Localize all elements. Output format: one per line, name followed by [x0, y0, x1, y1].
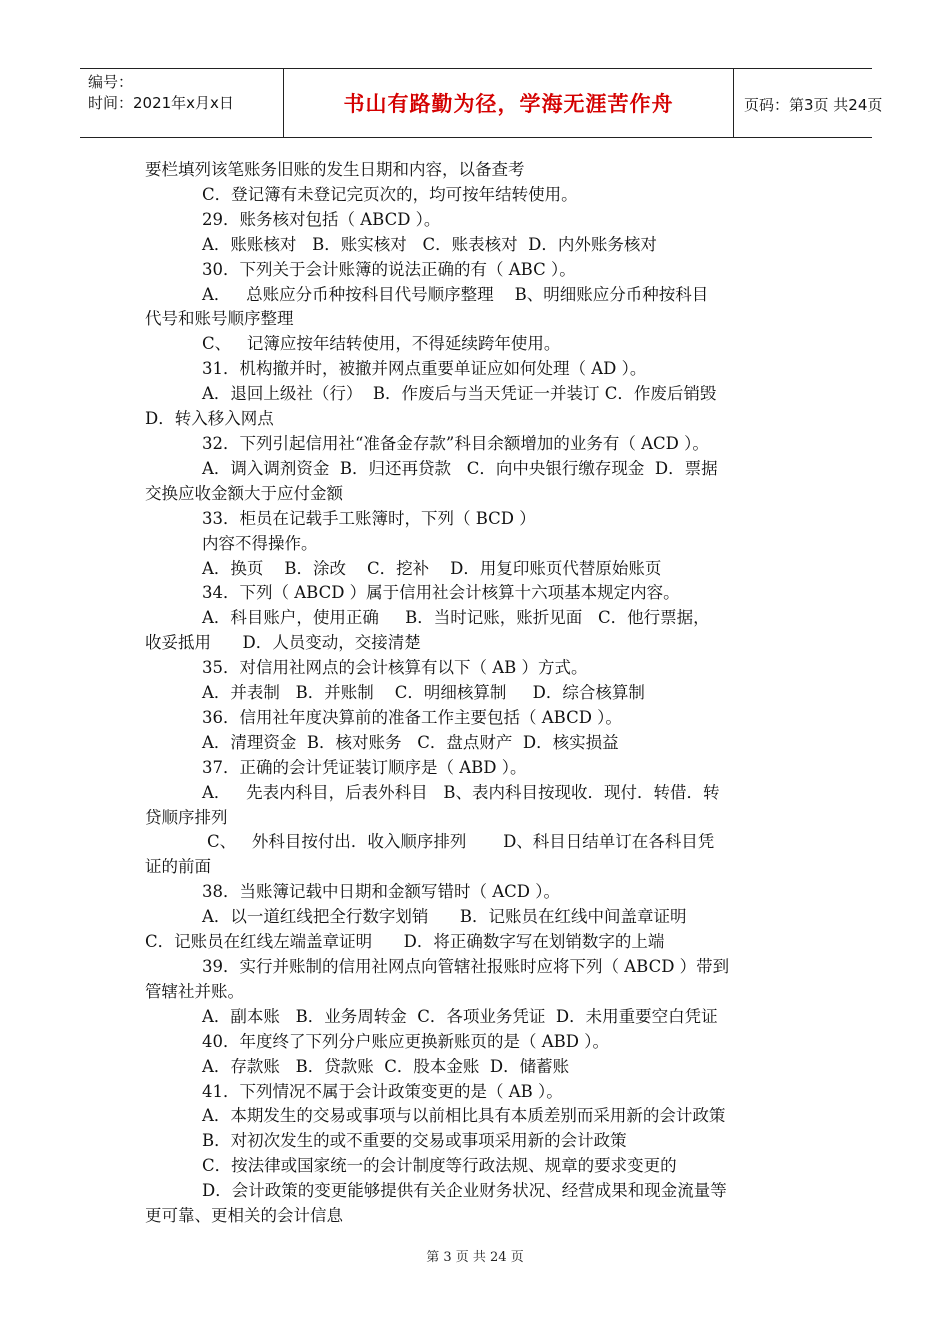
text-line: 38．当账簿记载中日期和金额写错时（ ACD ）。: [202, 882, 561, 902]
text-line: 35．对信用社网点的会计核算有以下（ AB ）方式。: [202, 658, 588, 678]
text-line: 33．柜员在记载手工账簿时，下列（ BCD ）: [202, 508, 536, 528]
document-time-label: 时间：2021年x月x日: [88, 94, 234, 112]
text-line: A．退回上级社（行） B．作废后与当天凭证一并装订 C．作废后销毁: [202, 384, 717, 404]
header-page-info: 页码：第3页 共24页: [744, 96, 883, 114]
text-line: D．会计政策的变更能够提供有关企业财务状况、经营成果和现金流量等: [202, 1181, 727, 1201]
text-line: A．科目账户，使用正确 B．当时记账，账折见面 C．他行票据，: [202, 608, 710, 628]
header-meta: [80, 69, 283, 137]
text-line: 30．下列关于会计账簿的说法正确的有（ ABC ）。: [202, 259, 576, 279]
text-line: 31．机构撤并时，被撤并网点重要单证应如何处理（ AD ）。: [202, 359, 647, 379]
text-line: C、 记簿应按年结转使用，不得延续跨年使用。: [202, 334, 561, 354]
text-line: C、 外科目按付出．收入顺序排列 D、科目日结单订在各科目凭: [207, 832, 715, 852]
text-line: 要栏填列该笔账务旧账的发生日期和内容，以备查考: [145, 160, 525, 179]
header-motto: 书山有路勤为径，学海无涯苦作舟: [343, 92, 674, 116]
text-line: 29．账务核对包括（ ABCD ）。: [202, 209, 441, 229]
text-line: A．本期发生的交易或事项与以前相比具有本质差别而采用新的会计政策: [202, 1106, 726, 1126]
text-line: 贷顺序排列: [145, 807, 228, 827]
text-line: 交换应收金额大于应付金额: [145, 483, 343, 503]
text-line: 内容不得操作。: [202, 533, 318, 553]
text-line: A．以一道红线把全行数字划销 B．记账员在红线中间盖章证明: [202, 907, 687, 927]
text-line: 32．下列引起信用社“准备金存款”科目余额增加的业务有（ ACD ）。: [202, 433, 709, 453]
text-line: 收妥抵用 D．人员变动，交接清楚: [145, 633, 421, 653]
text-line: C．按法律或国家统一的会计制度等行政法规、规章的要求变更的: [202, 1156, 677, 1176]
text-line: A．副本账 B．业务周转金 C．各项业务凭证 D．未用重要空白凭证: [202, 1006, 718, 1026]
text-line: 41．下列情况不属于会计政策变更的是（ AB ）。: [202, 1081, 563, 1101]
header-motto-cell: [283, 69, 734, 137]
document-number-label: 编号：: [88, 73, 134, 91]
text-line: 39．实行并账制的信用社网点向管辖社报账时应将下列（ ABCD ）带到: [202, 957, 730, 976]
text-line: A． 先表内科目，后表外科目 B、表内科目按现收．现付．转借．转: [202, 782, 720, 802]
text-line: 更可靠、更相关的会计信息: [145, 1206, 343, 1226]
text-line: C．登记簿有未登记完页次的，均可按年结转使用。: [202, 184, 578, 204]
text-line: 证的前面: [145, 857, 211, 877]
text-line: B．对初次发生的或不重要的交易或事项采用新的会计政策: [202, 1131, 627, 1151]
text-line: A．存款账 B．贷款账 C．股本金账 D．储蓄账: [202, 1056, 570, 1076]
text-line: 37．正确的会计凭证装订顺序是（ ABD ）。: [202, 757, 527, 777]
page-footer: 第 3 页 共 24 页: [426, 1250, 524, 1265]
text-line: A．清理资金 B．核对账务 C．盘点财产 D．核实损益: [202, 732, 619, 752]
text-line: A．调入调剂资金 B．归还再贷款 C．向中央银行缴存现金 D．票据: [202, 458, 718, 478]
text-line: A．换页 B．涂改 C．挖补 D．用复印账页代替原始账页: [202, 558, 662, 578]
text-line: 管辖社并账。: [145, 981, 244, 1001]
text-line: A． 总账应分币种按科目代号顺序整理 B、明细账应分币种按科目: [202, 284, 709, 304]
text-line: A．账账核对 B．账实核对 C．账表核对 D．内外账务核对: [202, 234, 657, 254]
text-line: 40．年度终了下列分户账应更换新账页的是（ ABD ）。: [202, 1031, 610, 1051]
document-body: [145, 158, 810, 1229]
text-line: 34．下列（ ABCD ）属于信用社会计核算十六项基本规定内容。: [202, 583, 680, 603]
text-line: 36．信用社年度决算前的准备工作主要包括（ ABCD ）。: [202, 707, 622, 727]
text-line: C．记账员在红线左端盖章证明 D．将正确数字写在划销数字的上端: [145, 932, 665, 952]
text-line: A．并表制 B．并账制 C．明细核算制 D．综合核算制: [202, 683, 645, 703]
text-line: 代号和账号顺序整理: [145, 309, 294, 329]
page-header: [80, 68, 883, 138]
text-line: D．转入移入网点: [145, 409, 274, 429]
